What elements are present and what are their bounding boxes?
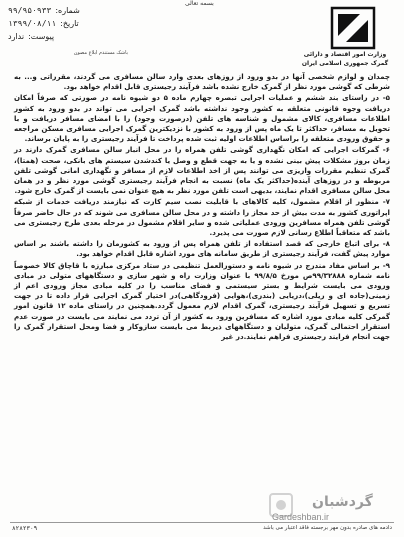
footer-code: ۸۲۸۲۳۰۹ [12,525,38,532]
customs-name: گمرک جمهوری اسلامی ایران [301,60,389,67]
customs-logo-icon [330,6,376,50]
watermark-persian-text: گردشبان [312,494,373,510]
body-paragraph: ۶- گمرکات اجرایی که امکان نگهداری گوشی تلفن همراه را در محل انبار سالن مسافری گمرک دارند در زمان بروز مشکلات پیش بینی نشده و یا به جهت قطع و وصل یا کندشدن سیستم های بانکی، صحت (همتا)، گمرک تنظیم مقررات واریزی می توانند پس از اخذ اطلاعات لازم از مسافر و نگهداری امانی گوشی تلفن مربوطه و در روزهای آینده(حداکثر یک ماه) نسبت به انجام فرآیند رجیستری گوشی مورد نظر و در همان محل سالن مسافری اقدام نمایند، بدیهی است تلفن مورد نظر به هیچ عنوان نمی بایست از گمرک خارج شود. [14,145,390,196]
letter-attachment-label: پیوست: [28,32,55,41]
body-paragraph: ۷- منظور از اقلام مشمول، کلیه کالاهای با قابلیت نصب سیم کارت که نیازمند دریافت خدمات از شبکه اپراتوری کشور به مدت بیش از حد مجاز را داشته و در محل سالن مسافری می شوند که در حال حاضر صرفاً گوشی تلفن همراه مسافرین ورودی عملیاتی شده و سایر اقلام مشمول در مرحله بعدی طرح رجیستری می باشد که متعاقباً اطلاع رسانی لازم صورت می پذیرد. [14,197,390,238]
footer-notice: دادمه های صادره بدون مهر برجسته فاقد اعتبار می باشد [263,525,392,531]
bismillah-header: بسمه تعالی [185,0,214,7]
body-paragraph: ۵- در راستای بند ششم و عملیات اجرایی تبصره چهارم ماده ۵ دو شیوه نامه در صورتی که صرفاً امکان دریافت وجوه قانونی متعلقه به کشور وجود نداشته باشد گمرک اجرایی می تواند در بدو ورود به کشور اطلاعات مسافری، کالای مشمول و شناسه های تلفن (درصورت وجود) را با امضای مسافر دریافت و با تحویل به مسافر، حداکثر تا یک ماه پس از ورود به کشور با نزدیکترین گمرک اجرایی مسافری مسکن مراجعه و حقوق ورودی متعلقه را براساس اطلاعات اولیه ثبت شده پرداخت تا فرآیند رجیستری را به پایان برساند. [14,93,390,144]
letter-date-row [8,17,128,30]
body-paragraph: ۸- برای اتباع خارجی که قصد استفاده از تلفن همراه پس از ورود به کشورمان را داشته باشند بر اساس موارد پیش گفت، فرآیند رجیستری از طریق سامانه های مورد اشاره قابل اقدام خواهد بود. [14,239,390,259]
letter-body [14,72,390,343]
letter-date-value: ۱۳۹۹/۰۸/۱۱ [8,19,57,28]
letter-attachment-row [8,30,128,43]
organization-name [290,50,400,68]
letter-number-label: شماره: [55,6,80,15]
letter-number-value: ۹۹/۹۵۰۹۳۳ [8,6,52,15]
body-paragraph: ۹- بر اساس مفاد مندرج در شیوه نامه و دستورالعمل تنظیمی در ستاد مرکزی مبارزه با قاچاق کالا خصوصاً نامه شماره ۹۹/۳۲۸۸۸ص مورخ ۹۹/۸/۵ با عنوان وزارت راه و شهر سازی و دستگاههای متولی در مبادی ورودی می بایست شرایط و بستر سیستمی و فضای مناسب را در کلیه مبادی مجاز ورودی اعم از زمینی(جاده ای و ریلی)،دریایی (بندری)،هوایی (فرودگاهی)در اختیار گمرک اجرایی قرار داده تا در جهت تسریع و تسهیل فرآیند رجیستری، گمرک اقدام لازم معمول گردد.همچنین در راستای ماده ۱۲ قانون امور گمرکی کلیه مبادی مورد اشاره که مسافرین ورود به کشور از آن تردد می نمایند می بایست در صورت عدم استقرار احتمالی گمرک، متولیان و دستگاههای ذیربط می بایست سازوکار و فضا ومحل استقرار گمرک را جهت انجام فرایند رجیستری فراهم نمایند.در غیر [14,260,391,342]
letter-small-note: باشک مستندم ابلاغ مصون [73,50,128,56]
letter-meta [8,4,128,60]
letter-date-label: تاریخ: [60,19,79,28]
letter-number-row [8,4,128,17]
ministry-name: وزارت امور اقتصاد و دارائی [303,51,387,58]
watermark-site-text: Gardeshban.ir [272,512,330,522]
footer-divider [10,522,394,523]
body-paragraph: چمدان و لوازم شخصی آنها در بدو ورود از روزهای بعدی وارد سالن مسافری می گردند، مقرراتی و... به شرطی که گوشی مورد نظر از گمرک خارج نشده باشد فرآیند رجیستری قابل اقدام خواهد بود. [14,72,390,92]
letter-attachment-value: ندارد [8,32,25,41]
